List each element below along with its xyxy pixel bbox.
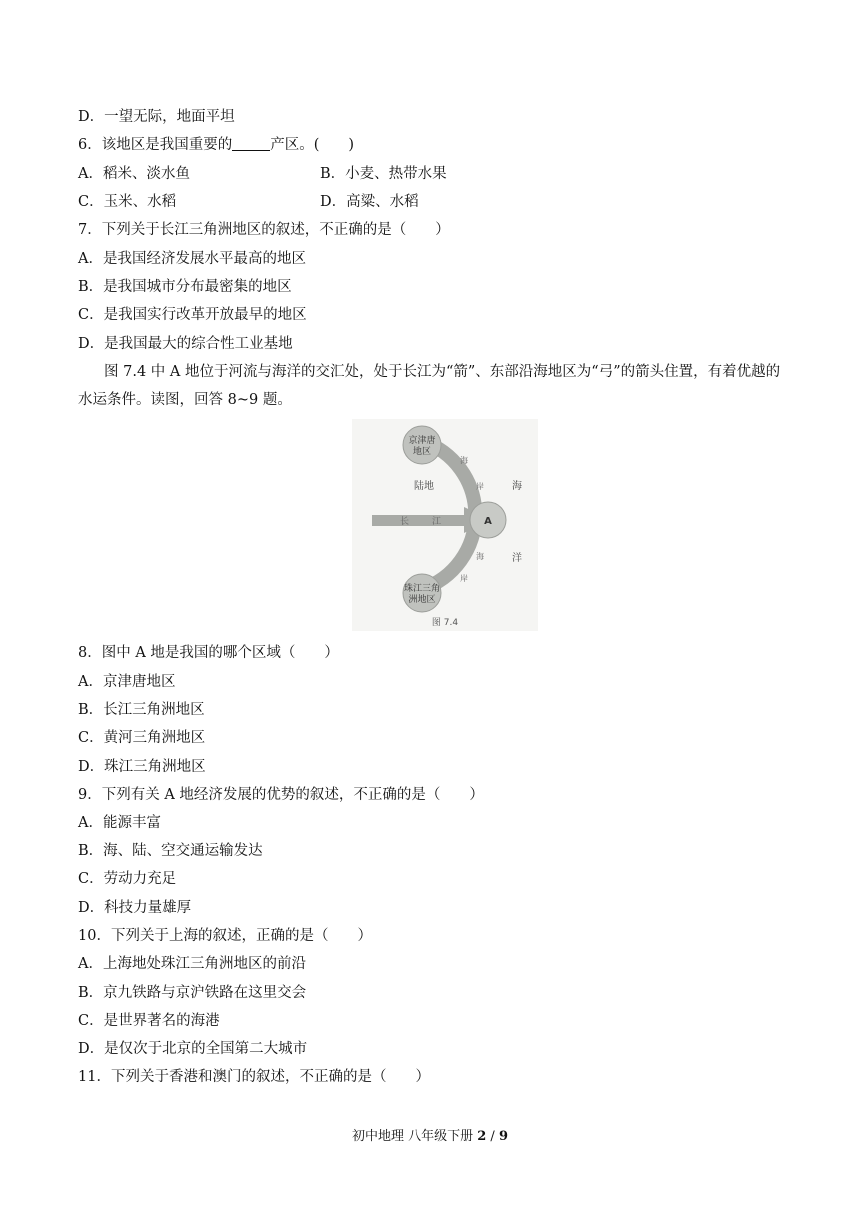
question-8-stem: 8．图中 A 地是我国的哪个区域（ ）	[78, 645, 339, 661]
page-number-separator: /	[486, 1129, 499, 1144]
river-label-char-1: 长	[400, 517, 410, 527]
page-footer	[0, 1128, 860, 1146]
question-6-option-d: D．高粱、水稻	[320, 194, 419, 210]
question-10-option-c: C．是世界著名的海港	[78, 1013, 220, 1029]
question-6-stem	[78, 135, 354, 155]
question-10-option-b: B．京九铁路与京沪铁路在这里交会	[78, 985, 307, 1001]
question-6-option-a: A．稻米、淡水鱼	[78, 166, 190, 182]
ocean-label: 洋	[512, 553, 522, 564]
question-7-option-c: C．是我国实行改革开放最早的地区	[78, 307, 307, 323]
question-9-stem: 9．下列有关 A 地经济发展的优势的叙述，不正确的是（ ）	[78, 787, 484, 803]
top-circle-label-line-2: 地区	[412, 447, 432, 457]
point-a-label: A	[484, 516, 492, 527]
question-10-stem: 10．下列关于上海的叙述，正确的是（ ）	[78, 928, 372, 944]
question-8-option-a: A．京津唐地区	[78, 674, 176, 690]
page-number-total: 9	[498, 1129, 508, 1144]
footer-subject: 初中地理 八年级下册	[351, 1129, 478, 1144]
upper-coast-label-char-2: 岸	[476, 482, 484, 491]
question-6-text-after-blank: 产区。( )	[270, 137, 355, 153]
top-circle-label-line-1: 京津唐	[408, 436, 436, 446]
yangtze-river-arrow-shaft	[372, 515, 480, 526]
question-10-option-a: A．上海地处珠江三角洲地区的前沿	[78, 956, 306, 972]
bottom-circle-label-line-1: 珠江三角	[403, 584, 441, 594]
question-8-option-b: B．长江三角洲地区	[78, 702, 205, 718]
question-10-option-d: D．是仅次于北京的全国第二大城市	[78, 1041, 308, 1057]
page-number-current: 2	[477, 1129, 487, 1144]
fill-in-blank	[232, 136, 270, 151]
bottom-circle-label-line-2: 洲地区	[408, 595, 436, 605]
land-label: 陆地	[414, 481, 434, 492]
figure-intro-paragraph: 图 7.4 中 A 地位于河流与海洋的交汇处，处于长江为“箭”、东部沿海地区为“弓”的箭头住置，有着优越的水运条件。读图，回答 8~9 题。	[78, 364, 781, 408]
lower-coast-label-char-2: 岸	[460, 574, 468, 583]
question-7-option-b: B．是我国城市分布最密集的地区	[78, 279, 292, 295]
question-6-text-before-blank: 6．该地区是我国重要的	[78, 137, 233, 153]
question-6-option-c: C．玉米、水稻	[78, 194, 177, 210]
question-11-stem: 11．下列关于香港和澳门的叙述，不正确的是（ ）	[78, 1069, 430, 1085]
question-8-option-c: C．黄河三角洲地区	[78, 730, 206, 746]
question-8-option-d: D．珠江三角洲地区	[78, 759, 206, 775]
question-6-option-b: B．小麦、热带水果	[320, 166, 447, 182]
upper-coast-label-char-1: 海	[460, 456, 468, 465]
sea-label: 海	[512, 481, 522, 492]
figure-7-4-diagram	[352, 419, 538, 631]
river-label-char-2: 江	[432, 517, 442, 527]
lower-coast-label-char-1: 海	[476, 552, 484, 561]
question-7-option-a: A．是我国经济发展水平最高的地区	[78, 251, 306, 267]
question-7-option-d: D．是我国最大的综合性工业基地	[78, 336, 293, 352]
question-9-option-c: C．劳动力充足	[78, 871, 177, 887]
question-7-stem: 7．下列关于长江三角洲地区的叙述，不正确的是（ ）	[78, 222, 450, 238]
question-9-option-d: D．科技力量雄厚	[78, 900, 192, 916]
question-9-option-a: A．能源丰富	[78, 815, 161, 831]
question-9-option-b: B．海、陆、空交通运输发达	[78, 843, 263, 859]
question-5-option-d: D．一望无际，地面平坦	[78, 109, 235, 125]
figure-caption: 图 7.4	[431, 618, 459, 628]
